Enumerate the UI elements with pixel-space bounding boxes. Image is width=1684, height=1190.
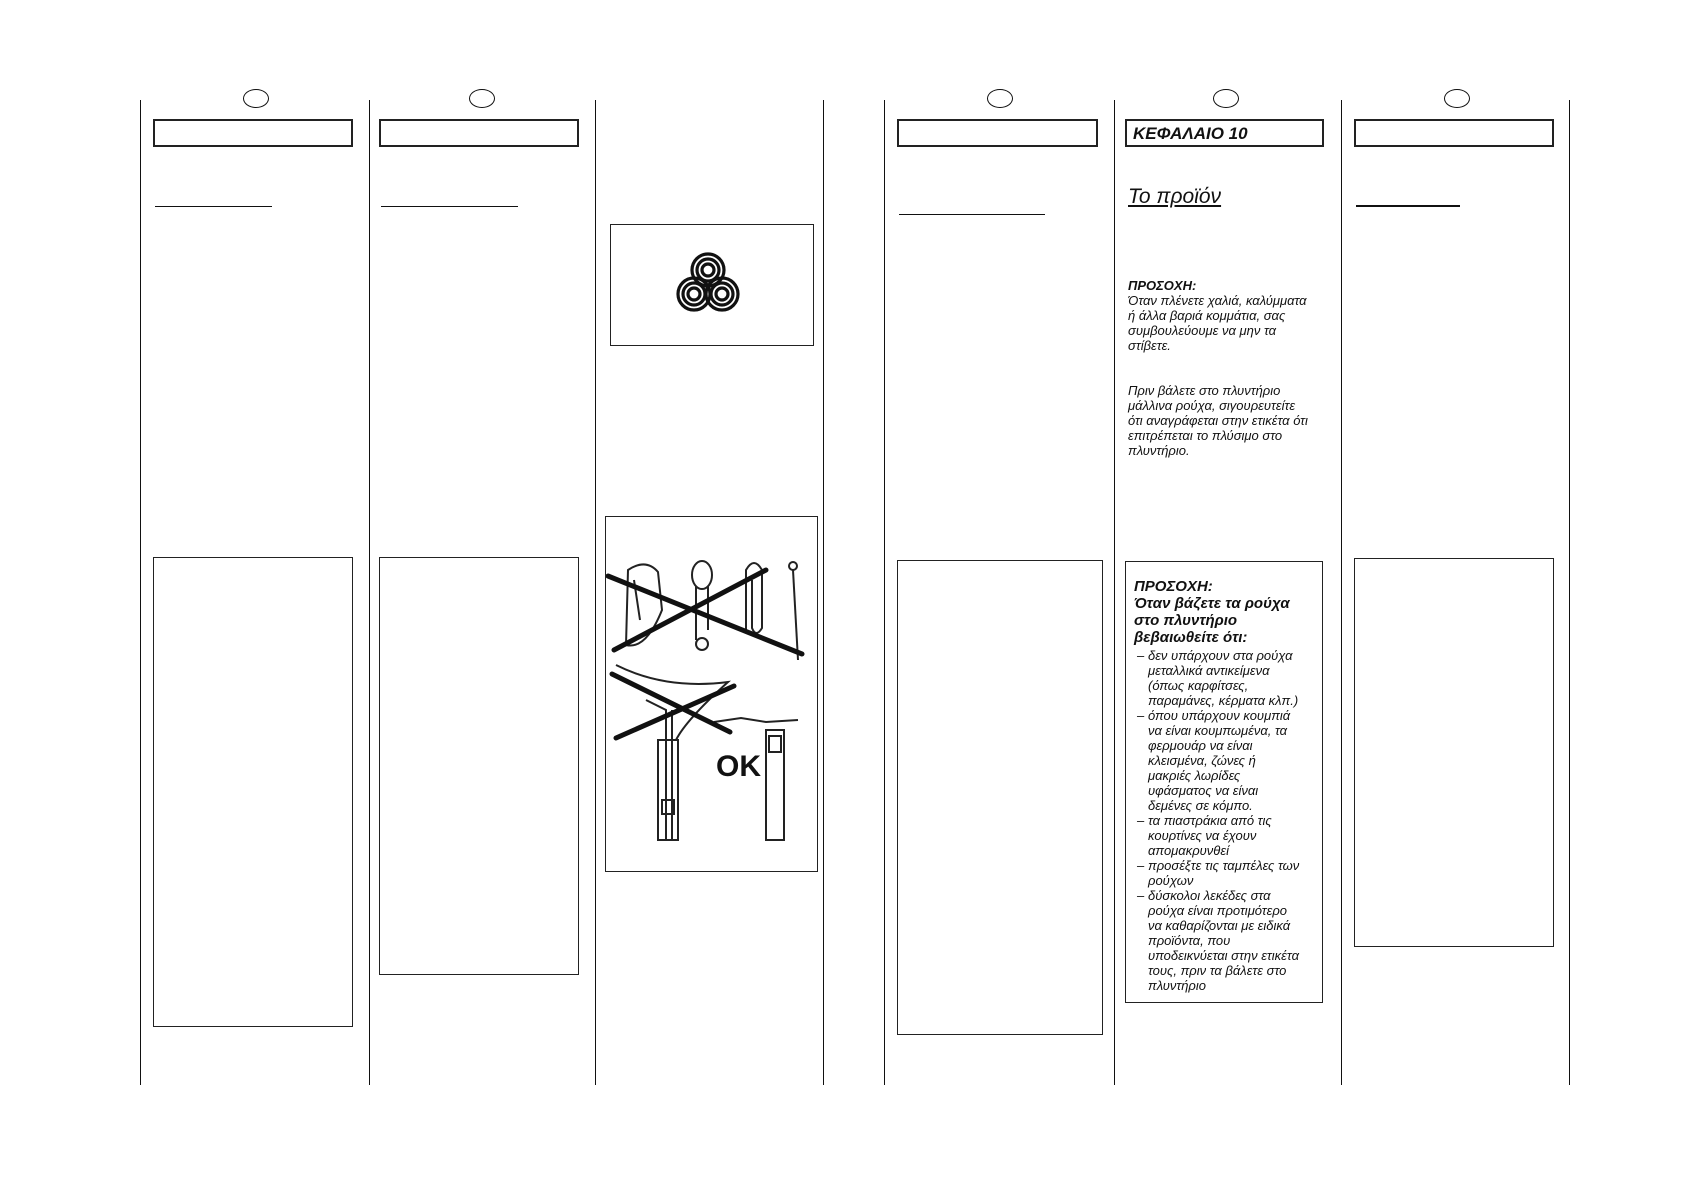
- forbidden-objects-illustration: [606, 550, 816, 870]
- text-line: ότι αναγράφεται στην ετικέτα ότι: [1128, 413, 1308, 428]
- column-divider: [1569, 100, 1570, 1085]
- language-oval: [1213, 89, 1239, 108]
- column-divider: [884, 100, 885, 1085]
- list-item: – τα πιαστράκια από τις κουρτίνες να έχουν απομακρυνθεί: [1134, 813, 1314, 858]
- chapter-header-box: [153, 119, 353, 147]
- text-line: ή άλλα βαριά κομμάτια, σας: [1128, 308, 1286, 323]
- list-item: – προσέξτε τις ταμπέλες των ρούχων: [1134, 858, 1314, 888]
- list-item: – δύσκολοι λεκέδες στα ρούχα είναι προτιμότερο να καθαρίζονται με ειδικά προϊόντα, που υποδεικνύεται στην ετικέτα τους, πριν τα βάλετε στο πλυντήριο: [1134, 888, 1314, 993]
- text-line: στο πλυντήριο: [1134, 612, 1238, 629]
- zipper-ok-label: OK: [716, 750, 761, 783]
- chapter-header-box: [1125, 119, 1324, 147]
- wool-note-paragraph: [1128, 383, 1328, 458]
- text-line: Όταν βάζετε τα ρούχα: [1134, 595, 1290, 612]
- column-divider: [595, 100, 596, 1085]
- chapter-header-box: [1354, 119, 1554, 147]
- text-line: συμβουλεύουμε να μην τα: [1128, 323, 1277, 338]
- caution-paragraph: [1128, 278, 1328, 353]
- list-item: – δεν υπάρχουν στα ρούχα μεταλλικά αντικείμενα (όπως καρφίτσες, παραμάνες, κέρματα κλπ.): [1134, 648, 1314, 708]
- chapter-label: ΚΕΦΑΛΑΙΟ 10: [1133, 124, 1248, 143]
- warning-box: [153, 557, 353, 1027]
- list-item: – όπου υπάρχουν κουμπιά να είναι κουμπωμένα, τα φερμουάρ να είναι κλεισμένα, ζώνες ή μακριές λωρίδες υφάσματος να είναι δεμένες σε κόμπο.: [1134, 708, 1314, 813]
- warning-heading: [1134, 578, 1314, 646]
- woolmark-icon: [668, 244, 748, 324]
- column-divider: [1114, 100, 1115, 1085]
- text-line: Πριν βάλετε στο πλυντήριο: [1128, 383, 1281, 398]
- column-divider: [1341, 100, 1342, 1085]
- title-underline: [1356, 205, 1460, 207]
- text-line: πλυντήριο.: [1128, 443, 1190, 458]
- text-line: επιτρέπεται το πλύσιμο στο: [1128, 428, 1283, 443]
- text-line: Όταν πλένετε χαλιά, καλύμματα: [1128, 293, 1307, 308]
- section-title: Το προϊόν: [1128, 185, 1222, 208]
- title-underline: [899, 214, 1045, 215]
- warning-list: [1134, 648, 1314, 993]
- warning-box: [379, 557, 579, 975]
- warning-box: [1354, 558, 1554, 947]
- language-oval: [469, 89, 495, 108]
- warning-box: [897, 560, 1103, 1035]
- column-divider: [823, 100, 824, 1085]
- language-oval: [1444, 89, 1470, 108]
- column-divider: [369, 100, 370, 1085]
- text-line: μάλλινα ρούχα, σιγουρευτείτε: [1128, 398, 1296, 413]
- language-oval: [243, 89, 269, 108]
- greek-warning-box: [1125, 561, 1323, 1003]
- caution-heading: ΠΡΟΣΟΧΗ:: [1128, 278, 1197, 293]
- text-line: βεβαιωθείτε ότι:: [1134, 629, 1248, 646]
- column-divider: [140, 100, 141, 1085]
- text-line: στίβετε.: [1128, 338, 1171, 353]
- language-oval: [987, 89, 1013, 108]
- title-underline: [381, 206, 518, 207]
- title-underline: [155, 206, 272, 207]
- chapter-header-box: [379, 119, 579, 147]
- chapter-header-box: [897, 119, 1098, 147]
- text-line: ΠΡΟΣΟΧΗ:: [1134, 578, 1213, 595]
